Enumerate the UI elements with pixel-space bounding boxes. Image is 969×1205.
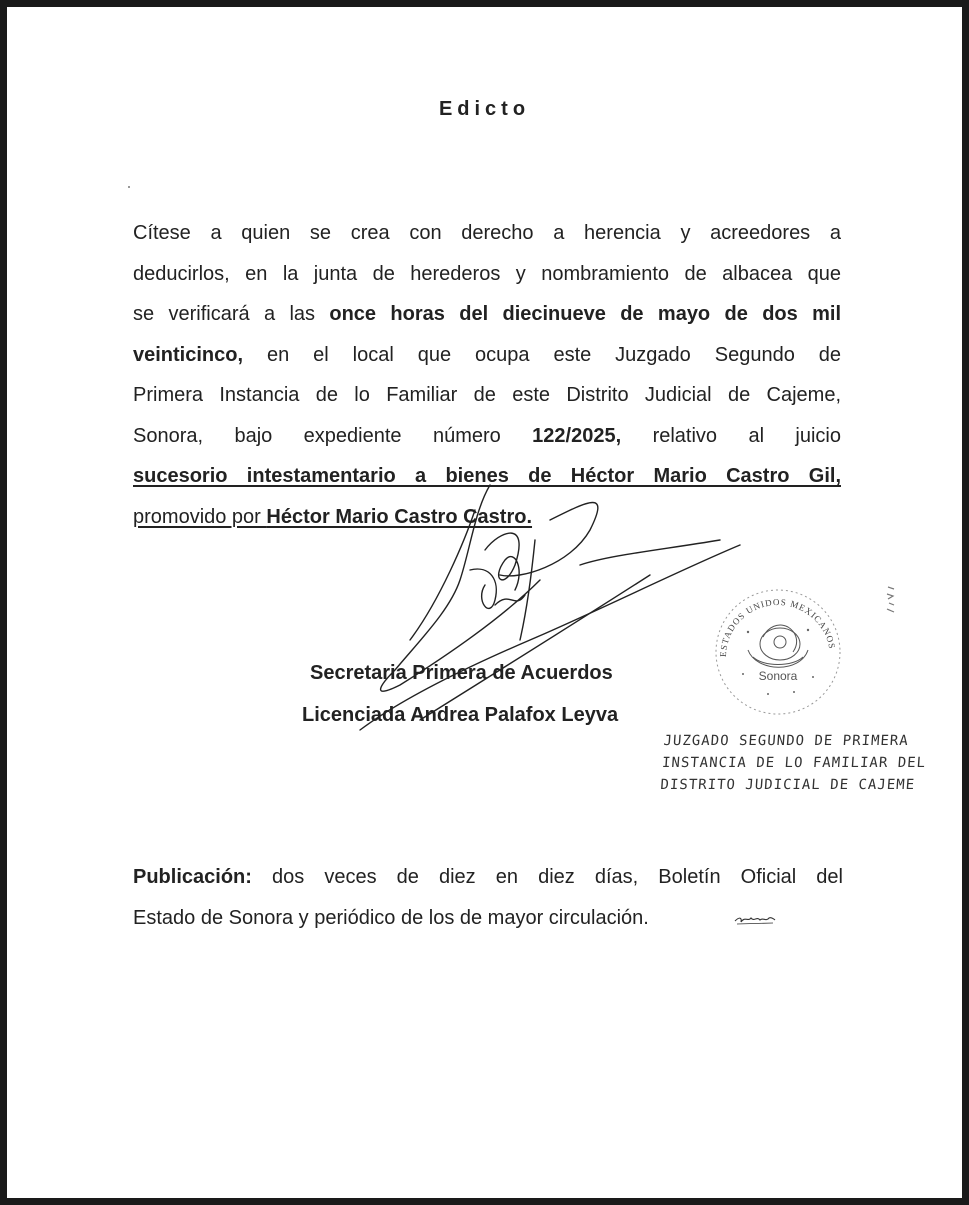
body-text-segment: promovido por	[133, 505, 267, 528]
signatory-position: Secretaria Primera de Acuerdos	[310, 662, 613, 684]
body-line: Cítese a quien se crea con derecho a herencia y acreedores a	[133, 222, 841, 244]
hearing-date-text: once horas del diecinueve de mayo de dos mil	[329, 303, 842, 325]
case-type-text: sucesorio intestamentario a bienes de Héctor Mario Castro Gil,	[133, 465, 841, 487]
promoter-name: Héctor Mario Castro Castro.	[266, 505, 533, 528]
official-seal	[708, 582, 848, 722]
publication-text: dos veces de diez en diez días, Boletín Oficial del	[251, 866, 843, 888]
seal-ring-text: ESTADOS UNIDOS MEXICANOS	[717, 596, 838, 658]
body-line: deducirlos, en la junta de herederos y nombramiento de albacea que	[133, 262, 841, 285]
publication-label: Publicación:	[133, 866, 252, 888]
document-title: Edicto	[438, 98, 531, 120]
court-stamp	[660, 730, 929, 796]
margin-mark	[884, 584, 898, 618]
court-stamp-line: INSTANCIA DE LO FAMILIAR DEL	[661, 755, 927, 771]
hearing-date-text: veinticinco,	[133, 343, 244, 366]
body-line: Primera Instancia de lo Familiar de este Distrito Judicial de Cajeme,	[133, 384, 841, 406]
court-stamp-line: DISTRITO JUDICIAL DE CAJEME	[659, 777, 916, 793]
case-number: 122/2025,	[532, 424, 622, 447]
publication-line	[133, 857, 843, 898]
body-text-segment: se verificará a las	[133, 303, 330, 325]
handwritten-initials	[733, 908, 777, 928]
publication-line: Estado de Sonora y periódico de los de mayor circulación.	[133, 906, 649, 929]
body-line	[133, 416, 841, 457]
body-text-segment: en el local que ocupa este Juzgado Segundo de	[243, 343, 841, 366]
seal-center-text: Sonora	[758, 669, 798, 683]
body-text-segment: relativo al juicio	[621, 424, 841, 447]
body-text-segment: Sonora, bajo expediente número	[133, 424, 533, 447]
scan-speck	[128, 186, 130, 188]
body-line	[133, 335, 841, 376]
handwritten-signature	[300, 470, 760, 740]
body-line	[133, 294, 841, 335]
court-stamp-line: JUZGADO SEGUNDO DE PRIMERA	[662, 733, 910, 749]
signatory-name: Licenciada Andrea Palafox Leyva	[302, 704, 619, 726]
